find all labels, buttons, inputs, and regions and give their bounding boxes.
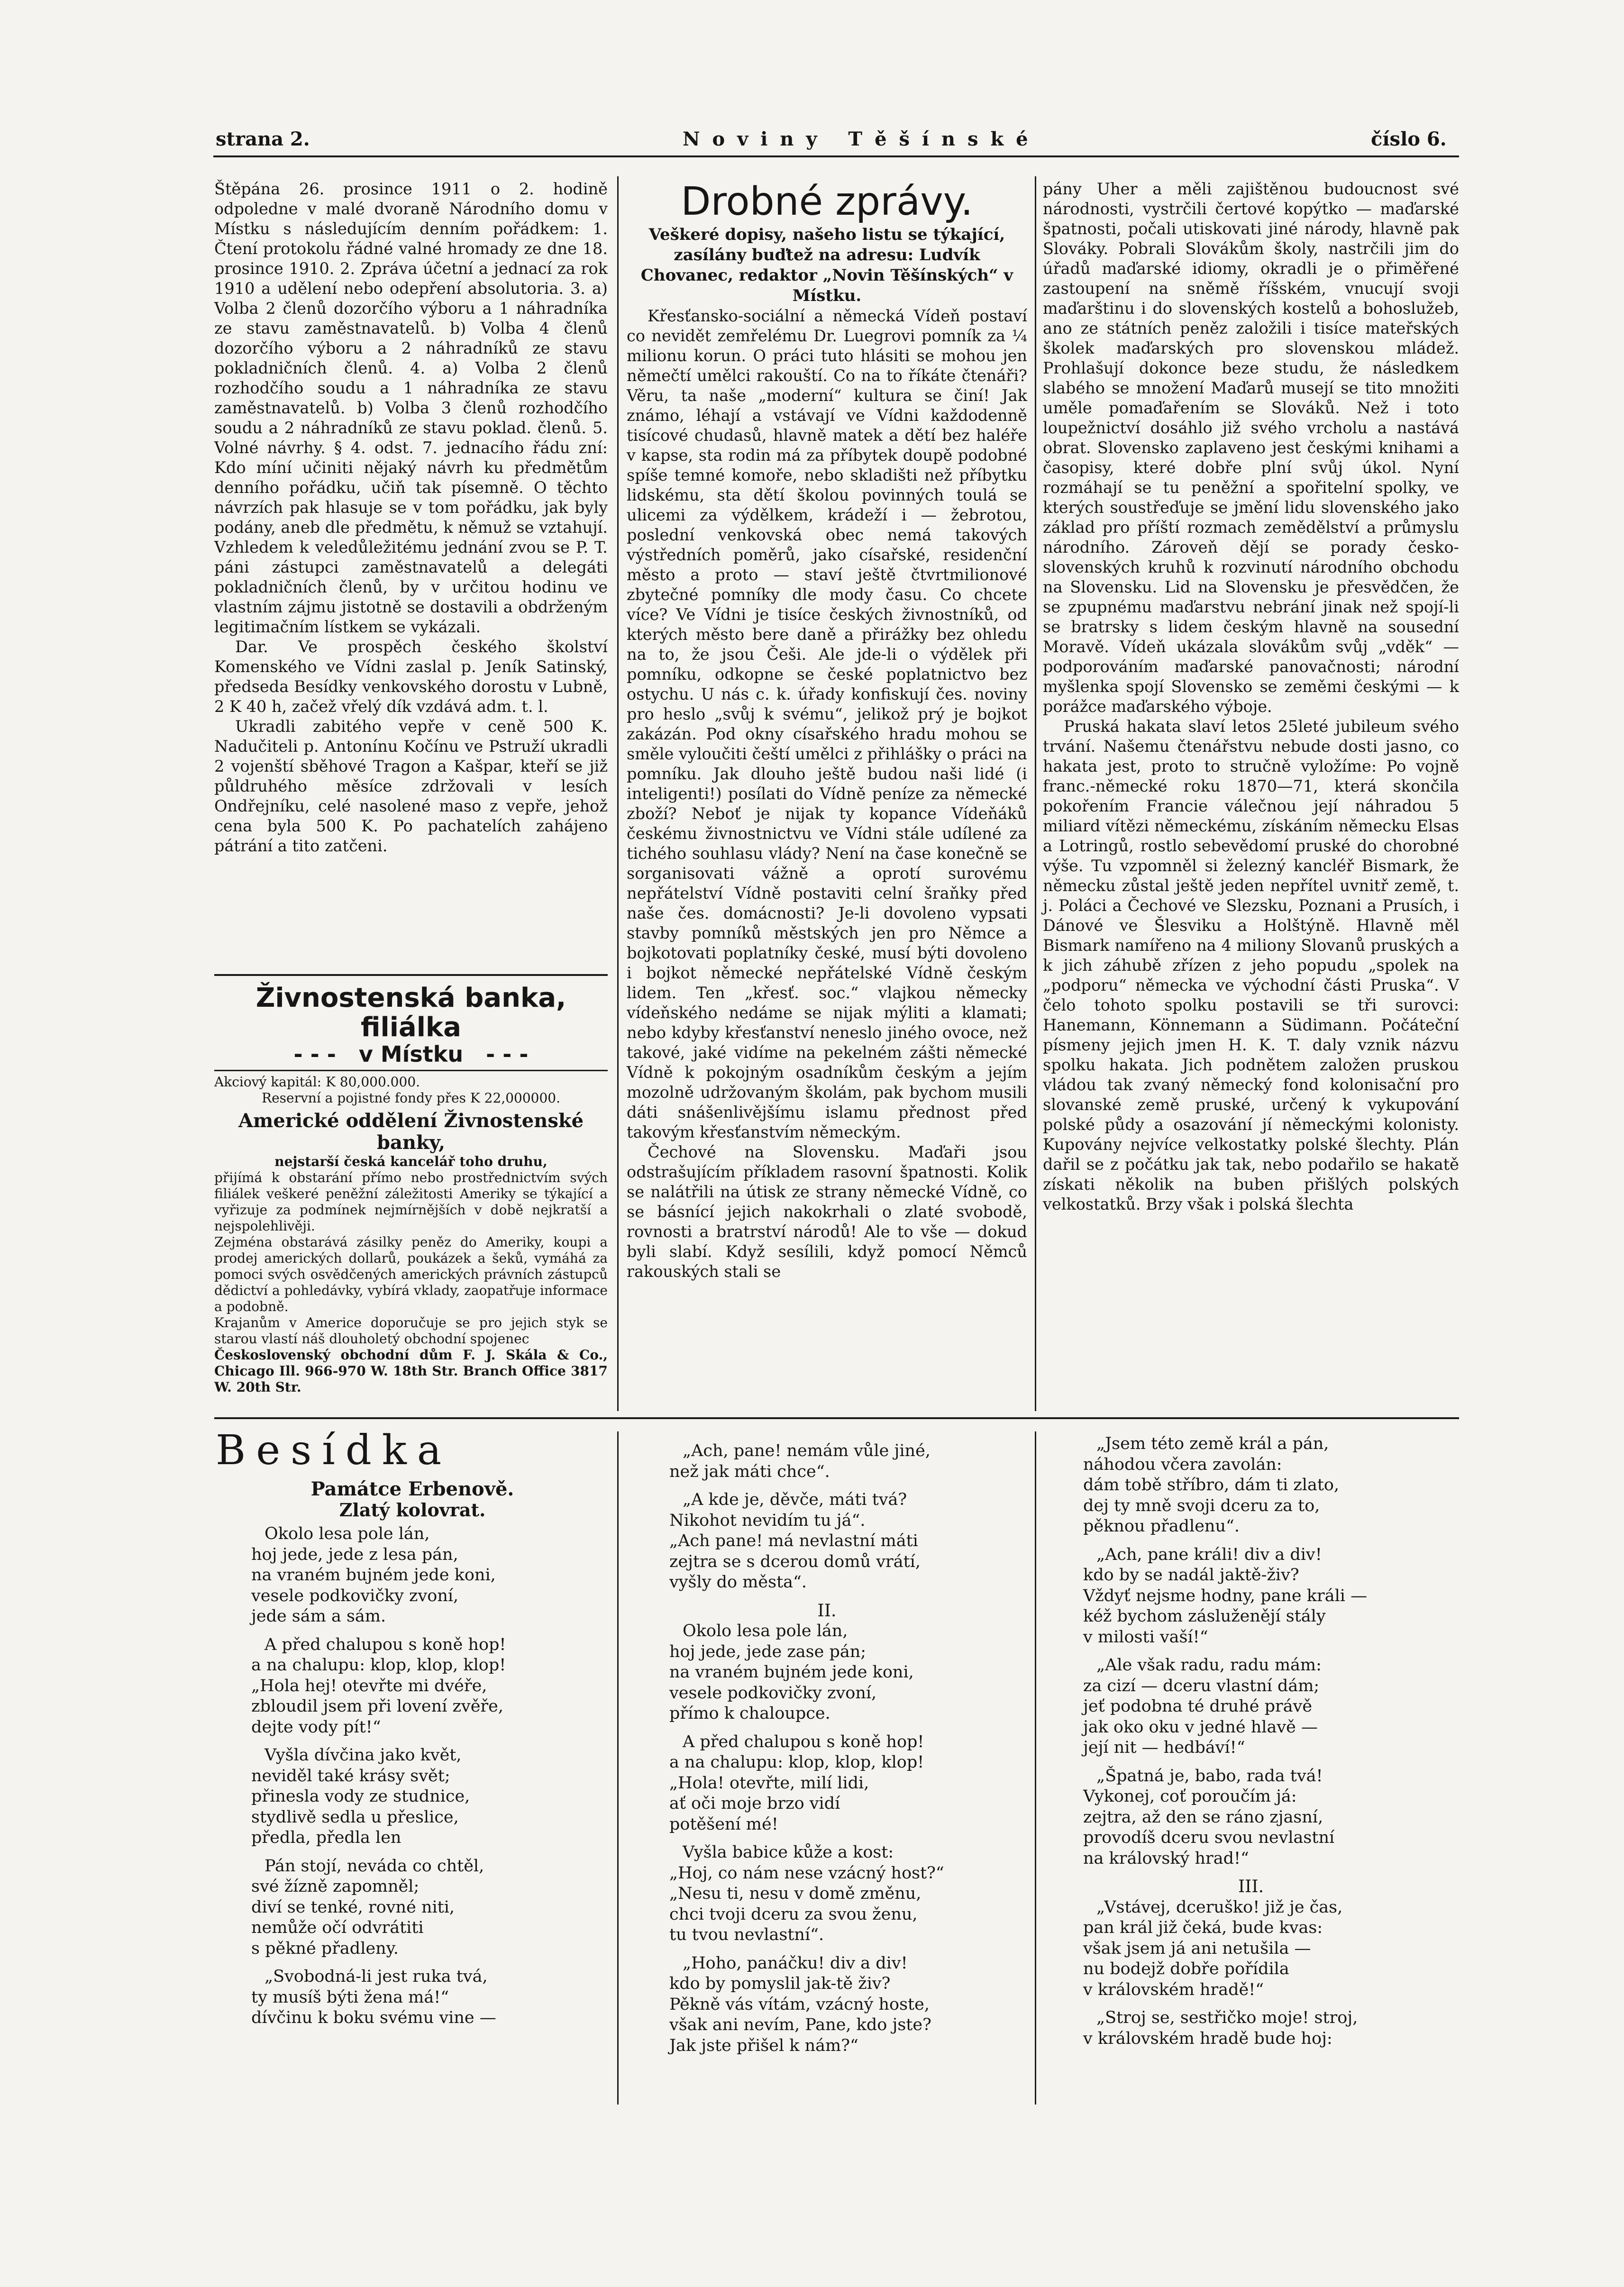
article-hakata: Pruská hakata slaví letos 25leté jubileum svého trvání. Našemu čtenářstvu nebude dosti jasno, co hakata jest, proto to stručně vyložíme: Po vojně franc.-německé roku 1870—71, která skončila pokořením Francie válečnou její náhradou 5 miliard vítězi německému, získáním německu Elsas a Lotringů, rostlo sebevědomí pruské do chorobné výše. Tu vzpomněl si železný kancléř Bismark, že německu zůstal ještě jeden nepřítel uvnitř země, t. j. Poláci a Čechové ve Slezsku, Poznani a Prusích, i Dánové ve Šlesviku a Holštýně. Hlavně měl Bismark namířeno na 4 miliony Slovanů pruských a k jich záhubě zřízen z jeho popudu „spolek na „podporu“ německa ve východní části Pruska“. V čelo tohoto spolku postavili se tři surovci: Hanemann, Könnemann a Südimann. Počáteční písmeny jejich jmen H. K. T. daly vznik názvu spolku hakata. Jich podnětem založen pruskou vládou tak zvaný německý fond kolonisační pro slovanské země pruské, určený k vykupování polské půdy a osazování jí německými kolonisty. Kupovány nejvíce velkostatky polské šlechty. Plán dařil se z počátku jak tak, nebo podařilo se hakatě získati několik na buben přišlých polských velkostatků. Brzy však i polská šlechta: [1043, 717, 1459, 1213]
poem-line: náhodou včera zavolán:: [1083, 1455, 1282, 1474]
poem-line: na vraném bujném jede koni,: [251, 1566, 496, 1585]
poem-line: hoj jede, jede z lesa pán,: [251, 1545, 458, 1564]
poem-line: Vyšla babice kůže a kost:: [683, 1843, 894, 1862]
poem-line: „Nesu ti, nesu v domě změnu,: [669, 1884, 921, 1903]
ad-body-4: Československý obchodní dům F. J. Skála & Co., Chicago Ill. 966-970 W. 18th Str. Branch Office 3817 W. 20th Str.: [214, 1347, 608, 1395]
poem-stanzas: [627, 1621, 1027, 2056]
poem-line: A před chalupou s koně hop!: [683, 1732, 924, 1751]
section-title-drobne-zpravy: Drobné zprávy.: [681, 179, 973, 224]
poem-line: však ani nevím, Pane, kdo jste?: [669, 2015, 931, 2034]
article-slovakia: Čechové na Slovensku. Maďaři jsou odstrašujícím příkladem rasovní špatnosti. Kolik se nalátřili na útisk ze strany německé Vídně, co se básnící jejich nakokrhali o zlaté svobodě, rovnosti a bratrství národů! Ale to vše — dokud byli slabí. Když sesílili, když pomocí Němců rakouských stali se: [627, 1143, 1027, 1281]
poem-line: „Ach, pane králi! div a div!: [1096, 1545, 1322, 1564]
poem-stanza: [1083, 1897, 1459, 2001]
ad-body-2: Zejména obstarává zásilky peněz do Ameriky, koupi a prodej amerických dollarů, poukázek a šeků, vymáhá za pomoci svých osvědčených amerických právních zástupců dědictví a pohledávky, vybírá vklady, zaopatřuje informace a podobně.: [214, 1234, 608, 1314]
poem-line: „Špatná je, babo, rada tvá!: [1096, 1766, 1323, 1786]
poem-line: na královský hrad!“: [1083, 1849, 1249, 1868]
ad-body-3: Krajanům v Americe doporučuje se pro jejich styk se starou vlastí náš dlouholetý obchodní spojenec: [214, 1315, 608, 1347]
poem-stanza: [251, 1967, 609, 2029]
article-vienna: Křesťansko-sociální a německá Vídeň postaví co nevidět zemřelému Dr. Luegrovi pomník za ¼ milionu korun. O práci tuto hlásiti se mohou jen němečtí umělci rakouští. Co na to říkáte čtenáři? Věru, ta naše „moderní“ kultura se činí! Jak známo, léhají a vstávají ve Vídni každodenně tisícové chudasů, hlavně matek a dětí bez haléře v kapse, sta rodin má za příbytek doupě podobné spíše temné komoře, nebo skladišti než příbytku lidskému, sta dětí školou povinných toulá se ulicemi za výdělkem, krádeží i — žebrotou, poslední venkovská obec nemá takových výstředních poměrů, jako císařské, residenční město a proto — staví ještě čtvrtmilionové zbytečné pomníky dle mody času. Co chcete více? Ve Vídni je tisíce českých živnostníků, od kterých město bere daně a přirážky bez ohledu na to, že jsou Češi. Ale jde-li o výdělek při pomníku, odkopne se české poplatnictvo bez ostychu. U nás c. k. úřady konfiskují čes. noviny pro heslo „svůj k svému“, jelikož prý je bojkot zakázán. Pod okny císařského hradu mohou se směle vyloučiti čeští umělci z přihlášky o práci na pomníku. Jak dlouho ještě budou naši lidé (i inteligenti!) posílati do Vídně peníze za německé zboží? Neboť je nijak ty kopance Vídeňáků českému živnostnictvu ve Vídni stále udílené za tichého souhlasu vlády? Není na čase konečně se sorganisovati vážně a oprotí surovému nepřátelství Vídně postaviti celní šraňky před naše čes. domácnosti? Je-li dovoleno vypsati stavby pomníků městských jen pro Němce a bojkotovati poplatníky české, musí býti dovoleno i bojkot německé nepřátelské Vídně českým lidem. Ten „křesť. soc.“ vlajkou německy vídeňského nedáme se nijak mýliti a klamati; nebo kdyby křesťanství neneslo jiného ovoce, než takové, jaké vidíme na pekelném zášti německé Vídně k pokojným osadníkům českým a jejím mozolně udržovaným školám, pak bychom musili dáti snášenlivějšímu islamu přednost před takovým křesťanstvím německým.: [627, 307, 1027, 1141]
poem-line: a na chalupu: klop, klop, klop!: [251, 1656, 506, 1675]
poem-line: než jak máti chce“.: [669, 1462, 830, 1481]
poem-line: Okolo lesa pole lán,: [683, 1622, 848, 1640]
poem-line: za cizí — dceru vlastní dám;: [1083, 1676, 1320, 1695]
issue-number: číslo 6.: [1371, 128, 1447, 150]
poem-line: Vyšla dívčina jako květ,: [265, 1746, 462, 1765]
poem-line: ty musíš býti žena má!“: [251, 1987, 449, 2007]
poem-line: „Hola! otevřte, milí lidi,: [669, 1773, 869, 1793]
poem-stanza: [1083, 1766, 1459, 1869]
poem-line: dívčinu k boku svému vine —: [251, 2008, 496, 2027]
ad-reserve: Reservní a pojistné fondy přes K 22,000000.: [262, 1090, 560, 1106]
header-rule: [213, 155, 1459, 157]
ad-title: Živnostenská banka, filiálka: [255, 983, 566, 1043]
article-slovakia-cont: pány Uher a měli zajištěnou budoucnost své národnosti, vystrčili čertové kopýtko — maďarské špatnosti, počali utiskovati jiné národy, hlavně pak Slováky. Pobrali Slovákům školy, nastrčili jim do úřadů maďarské idiomy, okradli je o přiměřené zastoupení na sněmě říšském, vnucují svoji maďarštinu i do slovenských kostelů a bohoslužeb, ano ze státních peněz založili i tisíce mateřských školek maďarských pro slovenskou mládež. Prohlašují dokonce beze studu, že následkem slabého se množení Maďarů musejí se tito množiti uměle pomaďařením se Slováků. Než i toto loupežnictví dosáhlo již svého vrcholu a nastává obrat. Slovensko zaplaveno jest českými knihami a časopisy, které dobře plní svůj úkol. Nyní rozmáhají se tu peněžní a spořitelní spolky, ve kterých soustřeďuje se jmění lidu slovenského jako základ pro příští rozmach zemědělství a průmyslu národního. Zároveň dějí se porady česko-slovenských kruhů k rozvinutí národního obchodu na Slovensku. Lid na Slovensku je přesvědčen, že se zpupnému maďarstvu nebrání jinak než spojí-li se bratrsky s lidem českým hlavně na sousední Moravě. Vídeň ukázala slovákům svůj „vděk“ — podporováním maďarské panovačnosti; národní myšlenka spojí Slovensko se zeměmi českými — k porážce maďarského výboje.: [1043, 180, 1459, 716]
ad-oldest: nejstarší česká kancelář toho druhu,: [274, 1154, 547, 1169]
poem-line: „A kde je, děvče, máti tvá?: [683, 1490, 907, 1509]
poem-line: přinesla vody ze studnice,: [251, 1787, 470, 1806]
dedication: Památce Erbenově.: [310, 1478, 514, 1500]
poem-line: pěknou přadlenu“.: [1083, 1517, 1240, 1536]
poem-line: zejtra, až den se ráno zjasní,: [1083, 1807, 1323, 1827]
poem-line: „Jsem této země král a pán,: [1096, 1434, 1329, 1453]
poem-line: Jak jste přišel k nám?“: [669, 2036, 858, 2055]
section-title-besidka: Besídka: [216, 1427, 452, 1474]
poem-line: vyšly do města“.: [669, 1573, 807, 1592]
feuilleton-rule: [214, 1417, 1459, 1419]
poem-stanzas: [216, 1524, 609, 2029]
poem-line: pan král již čeká, bude kvas:: [1083, 1918, 1323, 1937]
poem-line: „Hoj, co nám nese vzácný host?“: [669, 1863, 944, 1883]
poem-line: přímo k chaloupce.: [669, 1704, 830, 1723]
poem-stanza: [251, 1745, 609, 1849]
poem-stanza: [251, 1856, 609, 1959]
poem-line: „Ale však radu, radu mám:: [1096, 1656, 1322, 1675]
column-rule: [617, 1431, 619, 2105]
poem-stanza: [669, 1842, 1027, 1946]
poem-stanza: [669, 1621, 1027, 1724]
besidka-column-2: [627, 1441, 1027, 2064]
editorial-notice: Veškeré dopisy, našeho listu se týkající, zasílány buďtež na adresu: Ludvík Chovanec, redaktor „Novin Těšínských“ v Místku.: [640, 225, 1013, 305]
poem-line: „Vstávej, dceruško! již je čas,: [1096, 1897, 1343, 1917]
poem-stanza: [1083, 1545, 1459, 1648]
column-rule: [617, 176, 619, 1411]
poem-line: předla, předla len: [251, 1828, 401, 1847]
ad-subtitle: - - - v Místku - - -: [293, 1041, 529, 1067]
poem-line: své žízně zapomněl;: [251, 1877, 420, 1896]
ad-banky: banky,: [376, 1131, 446, 1154]
poem-stanza: [669, 1441, 1027, 1482]
poem-line: „Svobodná-li jest ruka tvá,: [265, 1967, 488, 1986]
besidka-column-3: [1043, 1434, 1459, 2057]
poem-part-number: III.: [1238, 1877, 1264, 1896]
poem-line: diví se tenké, rovné niti,: [251, 1897, 455, 1917]
poem-line: dej ty mně svoji dceru za to,: [1083, 1496, 1320, 1515]
poem-line: jede sám a sám.: [251, 1607, 386, 1626]
poem-line: kéž bychom zásluženějí stály: [1083, 1607, 1326, 1626]
besidka-column-1: [216, 1427, 609, 2036]
poem-line: Vždyť nejsme hodny, pane králi —: [1083, 1586, 1368, 1605]
poem-line: s pěkné přadleny.: [251, 1939, 399, 1958]
poem-line: „Hola hej! otevřte mi dvéře,: [251, 1676, 487, 1695]
poem-stanza: [1083, 1655, 1459, 1759]
poem-line: zbloudil jsem při lovení zvěře,: [251, 1697, 503, 1716]
poem-title: Zlatý kolovrat.: [339, 1499, 486, 1521]
poem-line: však jsem já ani netušila —: [1083, 1939, 1311, 1958]
poem-line: jeť podobna té druhé právě: [1083, 1697, 1313, 1716]
poem-line: Vykonej, coť poroučím já:: [1083, 1787, 1297, 1806]
poem-line: dejte vody pít!“: [251, 1717, 381, 1737]
poem-line: „Ach pane! má nevlastní máti: [669, 1531, 918, 1550]
poem-line: neviděl také krásy svět;: [251, 1766, 450, 1786]
poem-line: vesele podkovičky zvoní,: [669, 1683, 877, 1703]
column-rule: [1035, 176, 1036, 1411]
newspaper-title: N o v i n y T ě š í n s k é: [683, 128, 1031, 150]
poem-line: nemůže očí odvrátiti: [251, 1918, 424, 1937]
ad-capital: Akciový kapitál: K 80,000.000.: [214, 1074, 420, 1090]
article-donation: Dar. Ve prospěch českého školství Komenského ve Vídni zaslal p. Jeník Satinský, předseda Besídky venkovského dorostu v Lubně, 2 K 40 h, začež vřelý dík vzdává adm. t. l.: [214, 638, 608, 716]
poem-line: zejtra se s dcerou domů vrátí,: [669, 1552, 921, 1571]
poem-line: kdo by se nadál jaktě-živ?: [1083, 1566, 1299, 1585]
column-2: [627, 179, 1027, 1282]
poem-line: vesele podkovičky zvoní,: [251, 1586, 459, 1605]
poem-stanza: [1083, 2008, 1459, 2049]
poem-stanza: [1083, 1434, 1459, 1537]
poem-part-number: II.: [817, 1601, 837, 1621]
article-theft: Ukradli zabitého vepře v ceně 500 K. Nadučiteli p. Antonínu Kočínu ve Pstruží ukradli 2 vojenští sběhové Tragon a Kašpar, kteří se již půldruhého měsíce zdržovali v lesích Ondřejníku, celé nasolené maso z vepře, jehož cena byla 500 K. Po pachatelích zahájeno pátrání a tito zatčeni.: [214, 717, 608, 855]
poem-line: kdo by pomyslil jak-tě živ?: [669, 1974, 891, 1993]
poem-stanza: [669, 1732, 1027, 1835]
poem-stanzas: [1043, 1897, 1459, 2050]
poem-line: v královském hradě bude hoj:: [1083, 2029, 1332, 2048]
poem-line: „Stroj se, sestřičko moje! stroj,: [1096, 2008, 1358, 2027]
poem-line: jak oko oku v jedné hlavě —: [1083, 1717, 1318, 1737]
bank-ad: [214, 984, 608, 1395]
ad-top-rule: [214, 974, 608, 976]
poem-line: nu bodejž dobře pořídila: [1083, 1959, 1289, 1978]
poem-stanza: [251, 1524, 609, 1627]
poem-line: „Ach, pane! nemám vůle jiné,: [683, 1441, 931, 1460]
poem-line: „Hoho, panáčku! div a div!: [683, 1953, 908, 1973]
column-3: [1043, 179, 1459, 1214]
poem-line: stydlivě sedla u přeslice,: [251, 1807, 459, 1827]
poem-line: v milosti vaší!“: [1083, 1627, 1208, 1647]
poem-stanzas: [627, 1441, 1027, 1593]
poem-line: ať oči moje brzo vidí: [669, 1794, 840, 1813]
poem-stanza: [669, 1490, 1027, 1593]
poem-stanza: [251, 1635, 609, 1738]
poem-line: Nikohot nevidím tu já“.: [669, 1511, 866, 1530]
poem-line: na vraném bujném jede koni,: [669, 1663, 914, 1682]
poem-line: a na chalupu: klop, klop, klop!: [669, 1753, 924, 1772]
article-meeting: Štěpána 26. prosince 1911 o 2. hodině odpoledne v malé dvoraně Národního domu v Místku s následujícím denním pořádkem: 1. Čtení protokolu řádné valné hromady ze dne 18. prosince 1910. 2. Zpráva účetní a jednací za rok 1910 a udělení nebo odepření absolutoria. 3. a) Volba 2 členů dozorčího výboru a 1 náhradníka ze stavu zaměstnavatelů. b) Volba 4 členů dozorčího výboru a 2 náhradníků ze stavu pokladničních členů. 4. a) Volba 2 členů rozhodčího soudu a 1 náhradníka ze stavu zaměstnavatelů. b) Volba 3 členů rozhodčího soudu a 2 náhradníků ze stavu poklad. členů. 5. Volné návrhy. § 4. odst. 7. jednacího řádu zní: Kdo míní učiniti nějaký návrh ku předmětům denního pořádku, učiň tak písemně. O těchto návrzích pak hlasuje se v tom pořádku, jak byly podány, aneb dle předmětu, k němuž se vztahují. Vzhledem k veledůležitému jednání zvou se P. T. páni zástupci zaměstnavatelů a delegáti pokladničních členů, by v určitou hodinu ve vlastním zájmu jistotně se dostavili a obdrženým legitimačním lístkem se vykázali.: [214, 180, 608, 636]
page-number: strana 2.: [216, 128, 310, 150]
poem-line: chci tvoji dceru za svou ženu,: [669, 1904, 918, 1924]
poem-line: potěšení mé!: [669, 1814, 778, 1834]
poem-line: dám tobě stříbro, dám ti zlato,: [1083, 1476, 1340, 1494]
column-rule: [1035, 1431, 1036, 2105]
poem-line: její nit — hedbáví!“: [1083, 1738, 1245, 1757]
poem-stanzas: [1043, 1434, 1459, 1869]
poem-line: v královském hradě!“: [1083, 1980, 1264, 1999]
poem-stanza: [669, 1953, 1027, 2057]
poem-line: Pán stojí, neváda co chtěl,: [265, 1856, 484, 1876]
poem-line: Okolo lesa pole lán,: [265, 1524, 430, 1543]
poem-line: provodíš dceru svou nevlastní: [1083, 1828, 1335, 1847]
ad-body-1: přijímá k obstarání přímo nebo prostřednictvím svých filiálek veškeré peněžní záležitosti Ameriky se týkající a vyřizuje za podmínek nejmírnějších v době nejkratší a nejspolehlivěji.: [214, 1170, 608, 1234]
poem-line: tu tvou nevlastní“.: [669, 1925, 824, 1944]
poem-line: Pěkně vás vítám, vzácný hoste,: [669, 1995, 930, 2014]
poem-line: A před chalupou s koně hop!: [265, 1635, 506, 1654]
column-1: [214, 179, 608, 856]
poem-line: hoj jede, jede zase pán;: [669, 1642, 867, 1661]
ad-american-dept: Americké oddělení Živnostenské: [238, 1110, 584, 1132]
